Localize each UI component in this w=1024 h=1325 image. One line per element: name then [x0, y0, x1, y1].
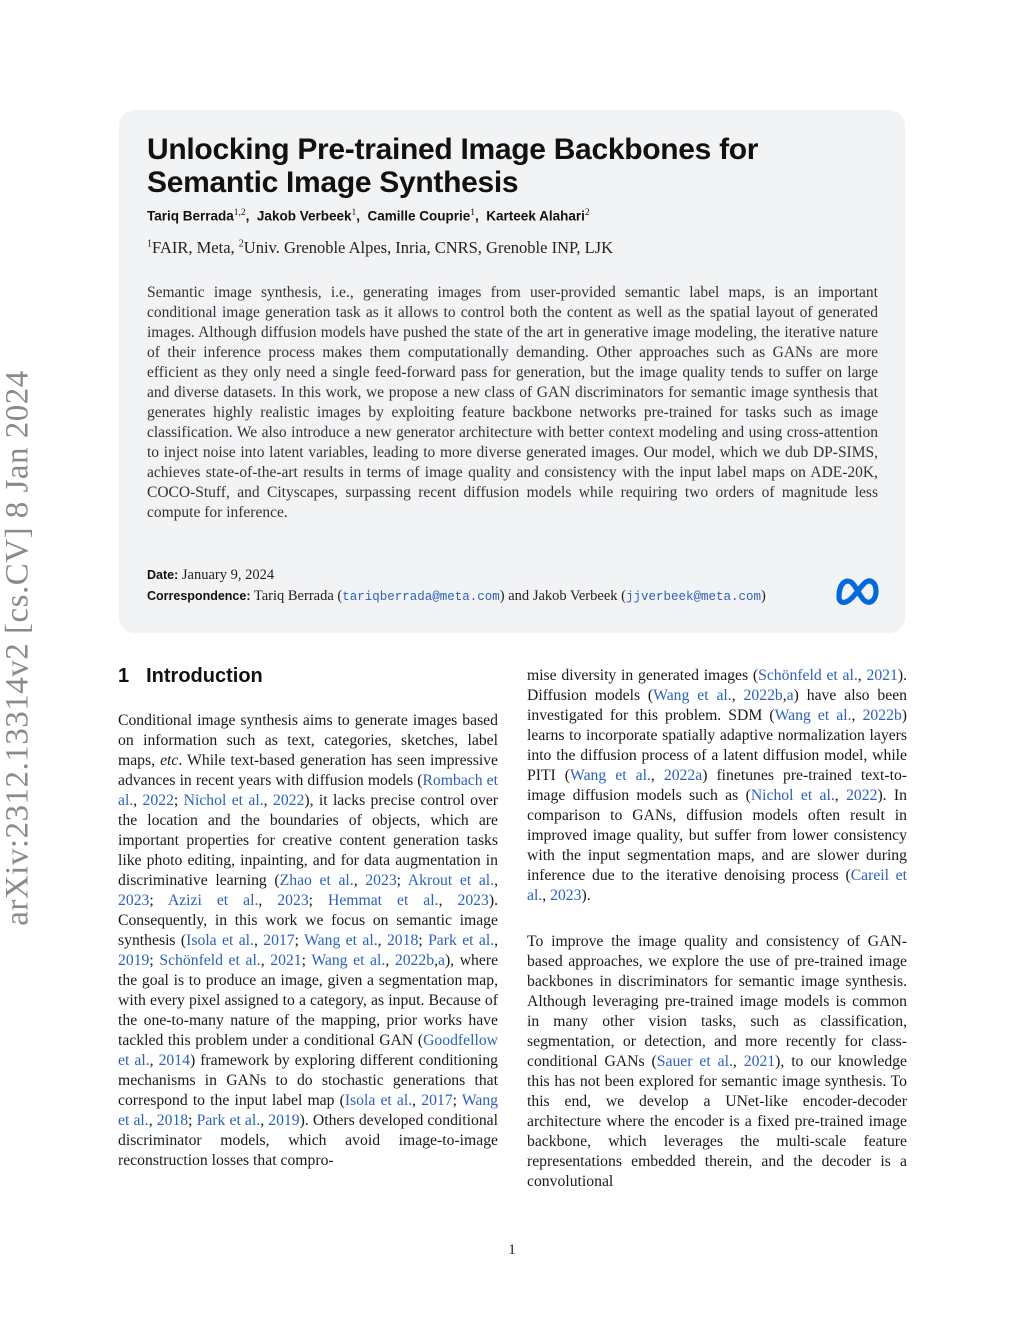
author-name: Tariq Berrada [147, 208, 234, 224]
citation-link[interactable]: Wang et al. [118, 1092, 499, 1129]
body-text: , [412, 1092, 422, 1109]
citation-link[interactable]: Goodfellow et al. [118, 1032, 498, 1069]
citation-link[interactable]: Wang et al. [311, 952, 386, 969]
affil-text: FAIR, Meta, [152, 238, 239, 257]
intro-paragraph-1 [118, 711, 498, 1171]
section-title: Introduction [146, 665, 263, 687]
body-column-right [527, 666, 907, 1192]
body-text: , [834, 787, 847, 804]
correspondence-row: Correspondence: Tariq Berrada (tariqberrada@meta.com) and Jakob Verbeek (jjverbeek@meta.com) [147, 588, 766, 604]
body-text: , [149, 1052, 159, 1069]
citation-link[interactable]: 2023 [457, 892, 489, 909]
body-column-left [118, 711, 498, 1171]
citation-link[interactable]: a [437, 952, 445, 969]
emphasis-text: etc [160, 752, 179, 769]
author-affil-mark: 1 [351, 208, 357, 218]
body-text: ), it lacks precise control over the location and the boundaries of objects, which are important properties for creative content generation tasks like photo editing, inpainting, and for data augmentation in discriminative learning ( [118, 792, 499, 889]
citation-link[interactable]: Park et al. [196, 1112, 261, 1129]
paper-title: Unlocking Pre-trained Image Backbones for Semantic Image Synthesis [147, 133, 759, 199]
citation-link[interactable]: Azizi et al. [167, 892, 259, 909]
citation-link[interactable]: Zhao et al. [279, 872, 354, 889]
citation-link[interactable]: Isola et al. [344, 1092, 413, 1109]
author-name: Karteek Alahari [486, 208, 585, 224]
citation-link[interactable]: 2019 [268, 1112, 300, 1129]
body-text: ; [396, 872, 408, 889]
body-text: , [782, 687, 787, 704]
page-number: 1 [508, 1242, 516, 1258]
body-text: ; [149, 952, 160, 969]
body-text: , [851, 707, 863, 724]
citation-link[interactable]: 2022 [272, 792, 305, 809]
body-text: ), where the goal is to produce an image, given a segmentation map, with every pixel assigned to a category, as input. Because of the one-to-many nature of the mapping, prior works have tackled this problem under a conditional GAN ( [118, 952, 499, 1049]
meta-logo-path [839, 581, 876, 602]
body-text: , [650, 767, 664, 784]
correspondence-name: Tariq Berrada [253, 588, 334, 604]
author-affil-mark: 1,2 [233, 208, 246, 218]
author-name: Jakob Verbeek [256, 208, 352, 224]
email-link[interactable]: jjverbeek@meta.com [625, 590, 762, 604]
correspondence-and: and [508, 588, 530, 604]
body-text: ) finetunes pre-trained text-to-image diffusion models such as ( [527, 767, 908, 804]
author-name: Camille Couprie [367, 208, 471, 224]
body-text: ) learns to incorporate spatially adaptive normalization layers into the diffusion process of a latent diffusion model, while PITI ( [527, 707, 908, 784]
citation-link[interactable]: Nichol et al. [183, 792, 264, 809]
section-heading [118, 665, 263, 688]
body-text: ; [452, 1092, 462, 1109]
body-text: ), to our knowledge this has not been explored for semantic image synthesis. To this end, we develop a UNet-like encoder-decoder architecture where the encoder is a fixed pre-trained image backbone, which leverages the multi-scale feature representations embedded therein, and the decoder is a convolutional [527, 1053, 907, 1190]
citation-link[interactable]: a [786, 687, 794, 704]
meta-logo-icon [834, 574, 880, 608]
date-label: Date: [147, 568, 179, 582]
abstract-text: Semantic image synthesis, i.e., generating images from user-provided semantic label maps, is an important conditional image generation task as it allows to control both the content as well as the spatial layout of generated images. Although diffusion models have pushed the state of the art in generative image modeling, the iterative nature of their inference process makes them computationally demanding. Other approaches such as GANs are more efficient as they only need a single feed-forward pass for generation, but the image quality tends to suffer on large and diverse datasets. In this work, we propose a new class of GAN discriminators for semantic image synthesis that generates highly realistic images by exploiting feature backbone networks pre-trained for tasks such as image classification. We also introduce a new generator architecture with better context modeling and using cross-attention to inject noise into latent variables, leading to more diverse generated images. Our model, which we dub DP-SIMS, achieves state-of-the-art results in terms of image quality and consistency with the input label maps on ADE-20K, COCO-Stuff, and Cityscapes, surpassing recent diffusion models while requiring two orders of magnitude less compute for inference. [147, 284, 878, 521]
citation-link[interactable]: 2017 [263, 932, 295, 949]
body-text: ; [294, 932, 305, 949]
citation-link[interactable]: 2017 [421, 1092, 453, 1109]
body-text: , [438, 892, 458, 909]
body-text: , [494, 872, 498, 889]
body-text: , [732, 1053, 744, 1070]
body-text: , [385, 952, 395, 969]
body-text: , [148, 1112, 157, 1129]
citation-link[interactable]: Wang et al. [304, 932, 378, 949]
affil-mark: 1 [147, 238, 152, 250]
citation-link[interactable]: Careil et al. [527, 867, 908, 904]
citation-link[interactable]: Akrout et al. [407, 872, 495, 889]
intro-paragraph-2 [527, 932, 907, 1192]
body-text: ). Diffusion models ( [527, 667, 907, 704]
correspondence-label: Correspondence: [147, 589, 251, 603]
body-text: . While text-based generation has seen impressive advances in recent years with diffusion models ( [118, 752, 498, 789]
citation-link[interactable]: Rombach et al. [118, 772, 498, 809]
citation-link[interactable]: Park et al. [428, 932, 495, 949]
body-text: ; [149, 892, 168, 909]
body-text: ; [308, 892, 328, 909]
body-text: , [263, 792, 273, 809]
citation-link[interactable]: Nichol et al. [750, 787, 835, 804]
affil-text: Univ. Grenoble Alpes, Inria, CNRS, Grenoble INP, LJK [243, 238, 614, 257]
body-text: , [434, 952, 438, 969]
body-text: ) have also been investigated for this problem. SDM ( [527, 687, 908, 724]
body-text: ; [173, 792, 184, 809]
citation-link[interactable]: 2018 [386, 932, 419, 949]
citation-link[interactable]: 2022 [142, 792, 174, 809]
citation-link[interactable]: Schönfeld et al. [159, 952, 261, 969]
date-row [147, 567, 274, 584]
citation-link[interactable]: 2014 [158, 1052, 190, 1069]
citation-link[interactable]: 2019 [118, 952, 150, 969]
citation-link[interactable]: 2018 [156, 1112, 189, 1129]
body-text: ). Others developed conditional discriminator models, which avoid image-to-image reconstruction losses that compro- [118, 1112, 498, 1169]
citation-link[interactable]: Wang et al. [653, 687, 732, 704]
citation-link[interactable]: Wang et al. [774, 707, 852, 724]
correspondence-name: Jakob Verbeek [532, 588, 618, 604]
citation-link[interactable]: Hemmat et al. [328, 892, 439, 909]
body-text: ) framework by exploring different conditioning mechanisms in GANs to do stochastic generations that correspond to the input label map ( [118, 1052, 499, 1109]
citation-link[interactable]: 2022b [862, 707, 902, 724]
body-text: , [133, 792, 143, 809]
date-value: January 9, 2024 [181, 567, 275, 583]
citation-link[interactable]: Isola et al. [186, 932, 254, 949]
body-text: , [253, 932, 264, 949]
citation-link[interactable]: Schönfeld et al. [758, 667, 858, 684]
author-affil-mark: 2 [584, 208, 590, 218]
citation-link[interactable]: 2022b [394, 952, 435, 969]
citation-link[interactable]: Sauer et al. [656, 1053, 733, 1070]
citation-link[interactable]: 2021 [743, 1053, 776, 1070]
body-text: , [494, 932, 499, 949]
author-list: Tariq Berrada$^{1,2}$, Jakob Verbeek$^1$, Camille Couprie$^1$, Karteek Alahari$^2$ [147, 208, 590, 224]
citation-link[interactable]: Wang et al. [570, 767, 651, 784]
arxiv-stamp-text: arXiv:2312.13314v2 [cs.CV] 8 Jan 2024 [0, 370, 36, 926]
citation-link[interactable]: 2022a [663, 767, 703, 784]
body-text: To improve the image quality and consistency of GAN-based approaches, we explore the use of pre-trained image backbones in discriminators for semantic image synthesis. Although leveraging pre-trained image models is common in many other vision tasks, such as classification, segmentation, or detection, and more recently for class-conditional GANs ( [527, 933, 907, 1070]
citation-link[interactable]: 2021 [866, 667, 898, 684]
author-affil-mark: 1 [470, 208, 476, 218]
body-text: ). In comparison to GANs, diffusion models often result in improved image quality, but suffer from lower consistency with the input segmentation maps, and are slower during inference due to the iterative denoising process ( [527, 787, 908, 884]
section-number: 1 [118, 665, 130, 687]
citation-link[interactable]: 2023 [277, 892, 309, 909]
body-text: , [731, 687, 744, 704]
body-text: , [377, 932, 387, 949]
body-text: ). Consequently, in this work we focus on semantic image synthesis ( [118, 892, 498, 949]
body-text: , [260, 1112, 269, 1129]
citation-link[interactable]: 2022b [743, 687, 783, 704]
body-text: mise diversity in generated images ( [527, 667, 759, 684]
intro-paragraph-1-cont [527, 666, 907, 906]
body-text: , [857, 667, 867, 684]
body-text: , [258, 892, 278, 909]
body-text: ; [418, 932, 429, 949]
body-text: , [542, 887, 551, 904]
body-text: , [353, 872, 366, 889]
affil-mark: 2 [238, 238, 244, 250]
body-text: ; [301, 952, 312, 969]
affiliations [147, 238, 613, 258]
citation-link[interactable]: 2023 [365, 872, 397, 889]
body-text: Conditional image synthesis aims to generate images based on information such as text, categories, sketches, label maps, [118, 712, 498, 769]
body-text: ; [188, 1112, 197, 1129]
citation-link[interactable]: 2023 [118, 892, 150, 909]
citation-link[interactable]: 2021 [270, 952, 302, 969]
citation-link[interactable]: 2022 [846, 787, 878, 804]
citation-link[interactable]: 2023 [550, 887, 582, 904]
email-link[interactable]: tariqberrada@meta.com [342, 590, 500, 604]
body-text: ). [581, 887, 591, 904]
body-text: , [260, 952, 271, 969]
